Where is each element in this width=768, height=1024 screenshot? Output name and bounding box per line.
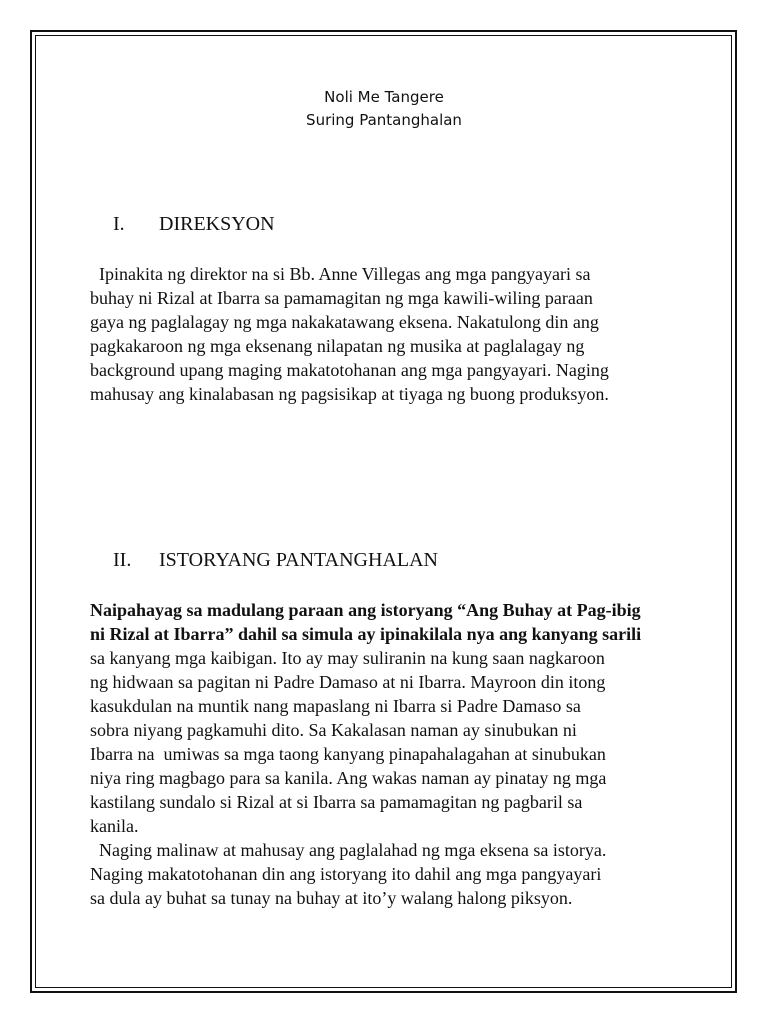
paragraph-line: kanila. — [90, 816, 139, 836]
paragraph-line: pagkakaroon ng mga eksenang nilapatan ng musika at paglalagay ng — [90, 336, 585, 356]
paragraph-line: sobra niyang pagkamuhi dito. Sa Kakalasan naman ay sinubukan ni — [90, 720, 577, 740]
paragraph-line: kastilang sundalo si Rizal at si Ibarra sa pamamagitan ng pagbaril sa — [90, 792, 583, 812]
paragraph-line: background upang maging makatotohanan ang mga pangyayari. Naging — [90, 360, 609, 380]
paragraph-line: sa kanyang mga kaibigan. Ito ay may suliranin na kung saan nagkaroon — [90, 648, 605, 668]
section-number: II. — [113, 549, 132, 571]
paragraph-direksyon — [90, 262, 680, 406]
title-block — [0, 86, 768, 132]
paragraph-line: gaya ng paglalagay ng mga nakakatawang eksena. Nakatulong din ang — [90, 312, 599, 332]
paragraph-line: Ibarra na umiwas sa mga taong kanyang pinapahalagahan at sinubukan — [90, 744, 606, 764]
paragraph-line: kasukdulan na muntik nang mapaslang ni Ibarra si Padre Damaso sa — [90, 696, 581, 716]
section-title: DIREKSYON — [159, 213, 275, 235]
paragraph-line: mahusay ang kinalabasan ng pagsisikap at tiyaga ng buong produksyon. — [90, 384, 609, 404]
paragraph-line: ni Rizal at Ibarra” dahil sa simula ay ipinakilala nya ang kanyang sarili — [90, 624, 642, 644]
section-number: I. — [113, 213, 125, 235]
paragraph-line: Naging makatotohanan din ang istoryang ito dahil ang mga pangyayari — [90, 864, 602, 884]
paragraph-line: Ipinakita ng direktor na si Bb. Anne Villegas ang mga pangyayari sa — [90, 264, 591, 284]
section-heading-direksyon — [113, 213, 275, 236]
paragraph-line: Naipahayag sa madulang paraan ang istoryang “Ang Buhay at Pag-ibig — [90, 600, 641, 620]
section-heading-istoryang-pantanghalan — [113, 549, 438, 572]
paragraph-line: ng hidwaan sa pagitan ni Padre Damaso at ni Ibarra. Mayroon din itong — [90, 672, 606, 692]
paragraph-line: sa dula ay buhat sa tunay na buhay at ito’y walang halong piksyon. — [90, 888, 573, 908]
paragraph-istoryang-pantanghalan — [90, 598, 680, 910]
paragraph-line: niya ring magbago para sa kanila. Ang wakas naman ay pinatay ng mga — [90, 768, 607, 788]
paragraph-line: buhay ni Rizal at Ibarra sa pamamagitan ng mga kawili-wiling paraan — [90, 288, 593, 308]
document-subtitle: Suring Pantanghalan — [306, 111, 462, 129]
paragraph-line: Naging malinaw at mahusay ang paglalahad ng mga eksena sa istorya. — [90, 840, 607, 860]
document-title: Noli Me Tangere — [324, 88, 444, 106]
section-title: ISTORYANG PANTANGHALAN — [159, 549, 438, 571]
